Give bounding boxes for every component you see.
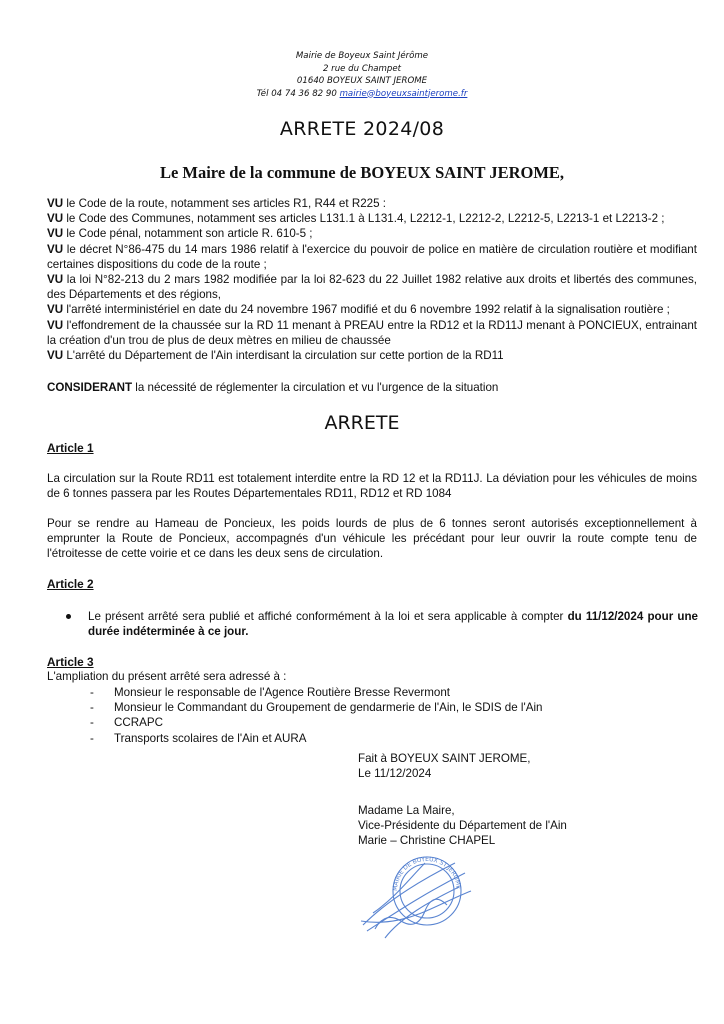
signature-name: Marie – Christine CHAPEL — [358, 834, 496, 847]
article-2-text: Le présent arrêté sera publié et affiché conformément à la loi et sera applicable à compter du 11/12/2024 pour une durée indéterminée à ce jour. — [88, 610, 698, 639]
considerant-label: CONSIDERANT — [47, 381, 133, 394]
signature-block — [358, 751, 698, 848]
article-1-paragraph-2: Pour se rendre au Hameau de Poncieux, les poids lourds de plus de 6 tonnes seront autorisés exceptionnellement à emprunter la Route de Poncieux, accompagnés d'un véhicule les précédant pour leur ouvrir la route compte tenu de l'étroitesse de cette voirie et ce dans les deux sens de circulation. — [47, 517, 697, 561]
bullet-dot-icon — [66, 614, 71, 619]
considerant-paragraph — [47, 380, 697, 395]
official-stamp-with-signature — [355, 843, 475, 953]
vu-item: VU le Code de la route, notamment ses articles R1, R44 et R225 : — [47, 197, 386, 210]
stamp-text: MAIRIE DE BOYEUX ST JEROME — [391, 855, 462, 892]
signature-role-2: Vice-Présidente du Département de l'Ain — [358, 819, 567, 832]
vu-item: VU le Code des Communes, notamment ses articles L131.1 à L131.4, L2212-1, L2212-2, L2212-5, L2213-1 et L2213-2 ; — [47, 212, 665, 226]
signature-date: Le 11/12/2024 — [358, 767, 432, 780]
vu-item: VU l'arrêté interministériel en date du 24 novembre 1967 modifié et du 6 novembre 1992 relatif à la signalisation routière ; — [47, 303, 670, 317]
dash-icon: - — [90, 731, 94, 745]
signature-role: Madame La Maire, — [358, 804, 455, 817]
vu-item: VU l'effondrement de la chaussée sur la RD 11 menant à PREAU entre la RD12 et la RD11J menant à PONCIEUX, entrainant la création d'un trou de plus de deux mètres en milieu de chaussée — [47, 318, 697, 347]
phone-number: Tél 04 74 36 82 90 — [256, 88, 337, 99]
recipient-list — [90, 685, 542, 746]
recipient-item: - Monsieur le responsable de l'Agence Routière Bresse Revermont — [90, 686, 451, 699]
mairie-street: 2 rue du Champet — [322, 63, 402, 74]
recipient-item: - CCRAPC — [90, 716, 163, 730]
article-3-title: Article 3 — [47, 655, 94, 669]
document-title: ARRETE 2024/08 — [279, 118, 445, 140]
vu-item: VU le décret N°86-475 du 14 mars 1986 relatif à l'exercice du pouvoir de police en matière de circulation routière et modifiant certaines dispositions du code de la route ; — [47, 242, 697, 271]
mairie-name: Mairie de Boyeux Saint Jérôme — [295, 51, 429, 61]
dash-icon: - — [90, 686, 94, 699]
email-link[interactable]: mairie@boyeuxsaintjerome.fr — [339, 88, 468, 99]
arrete-heading: ARRETE — [324, 412, 400, 434]
article-2-date: du 11/12/2024 pour une durée indéterminée à ce jour. — [88, 610, 698, 639]
signature-place: Fait à BOYEUX SAINT JEROME, — [358, 752, 531, 765]
dash-icon: - — [90, 716, 94, 730]
article-1-paragraph-1: La circulation sur la Route RD11 est totalement interdite entre la RD 12 et la RD11J. La déviation pour les véhicules de moins de 6 tonnes passera par les Routes Départementales RD11, RD12 et RD 1084 — [47, 472, 697, 501]
contact-line — [0, 88, 724, 101]
article-2-title: Article 2 — [47, 577, 94, 591]
vu-item: VU la loi N°82-213 du 2 mars 1982 modifiée par la loi 82-623 du 22 Juillet 1982 relative aux droits et libertés des communes, des Départements et des régions, — [47, 273, 697, 302]
vu-item: VU le Code pénal, notamment son article R. 610-5 ; — [47, 227, 313, 241]
recipient-item: - Transports scolaires de l'Ain et AURA — [90, 731, 307, 745]
article-2-bullet — [66, 609, 698, 639]
document-subtitle: Le Maire de la commune de BOYEUX SAINT JEROME, — [159, 163, 565, 182]
letterhead — [0, 50, 724, 100]
recipient-item: - Monsieur le Commandant du Groupement de gendarmerie de l'Ain, le SDIS de l'Ain — [90, 701, 543, 715]
svg-text:MAIRIE DE BOYEUX ST JEROME — [392, 856, 462, 891]
article-3-intro: L'ampliation du présent arrêté sera adressé à : — [47, 670, 287, 683]
article-1-title: Article 1 — [47, 441, 94, 455]
vu-list — [47, 196, 697, 363]
mairie-city: 01640 BOYEUX SAINT JEROME — [296, 76, 428, 86]
dash-icon: - — [90, 701, 94, 715]
vu-item: VU L'arrêté du Département de l'Ain interdisant la circulation sur cette portion de la RD11 — [47, 349, 504, 363]
considerant-text: la nécessité de réglementer la circulation et vu l'urgence de la situation — [135, 381, 499, 394]
